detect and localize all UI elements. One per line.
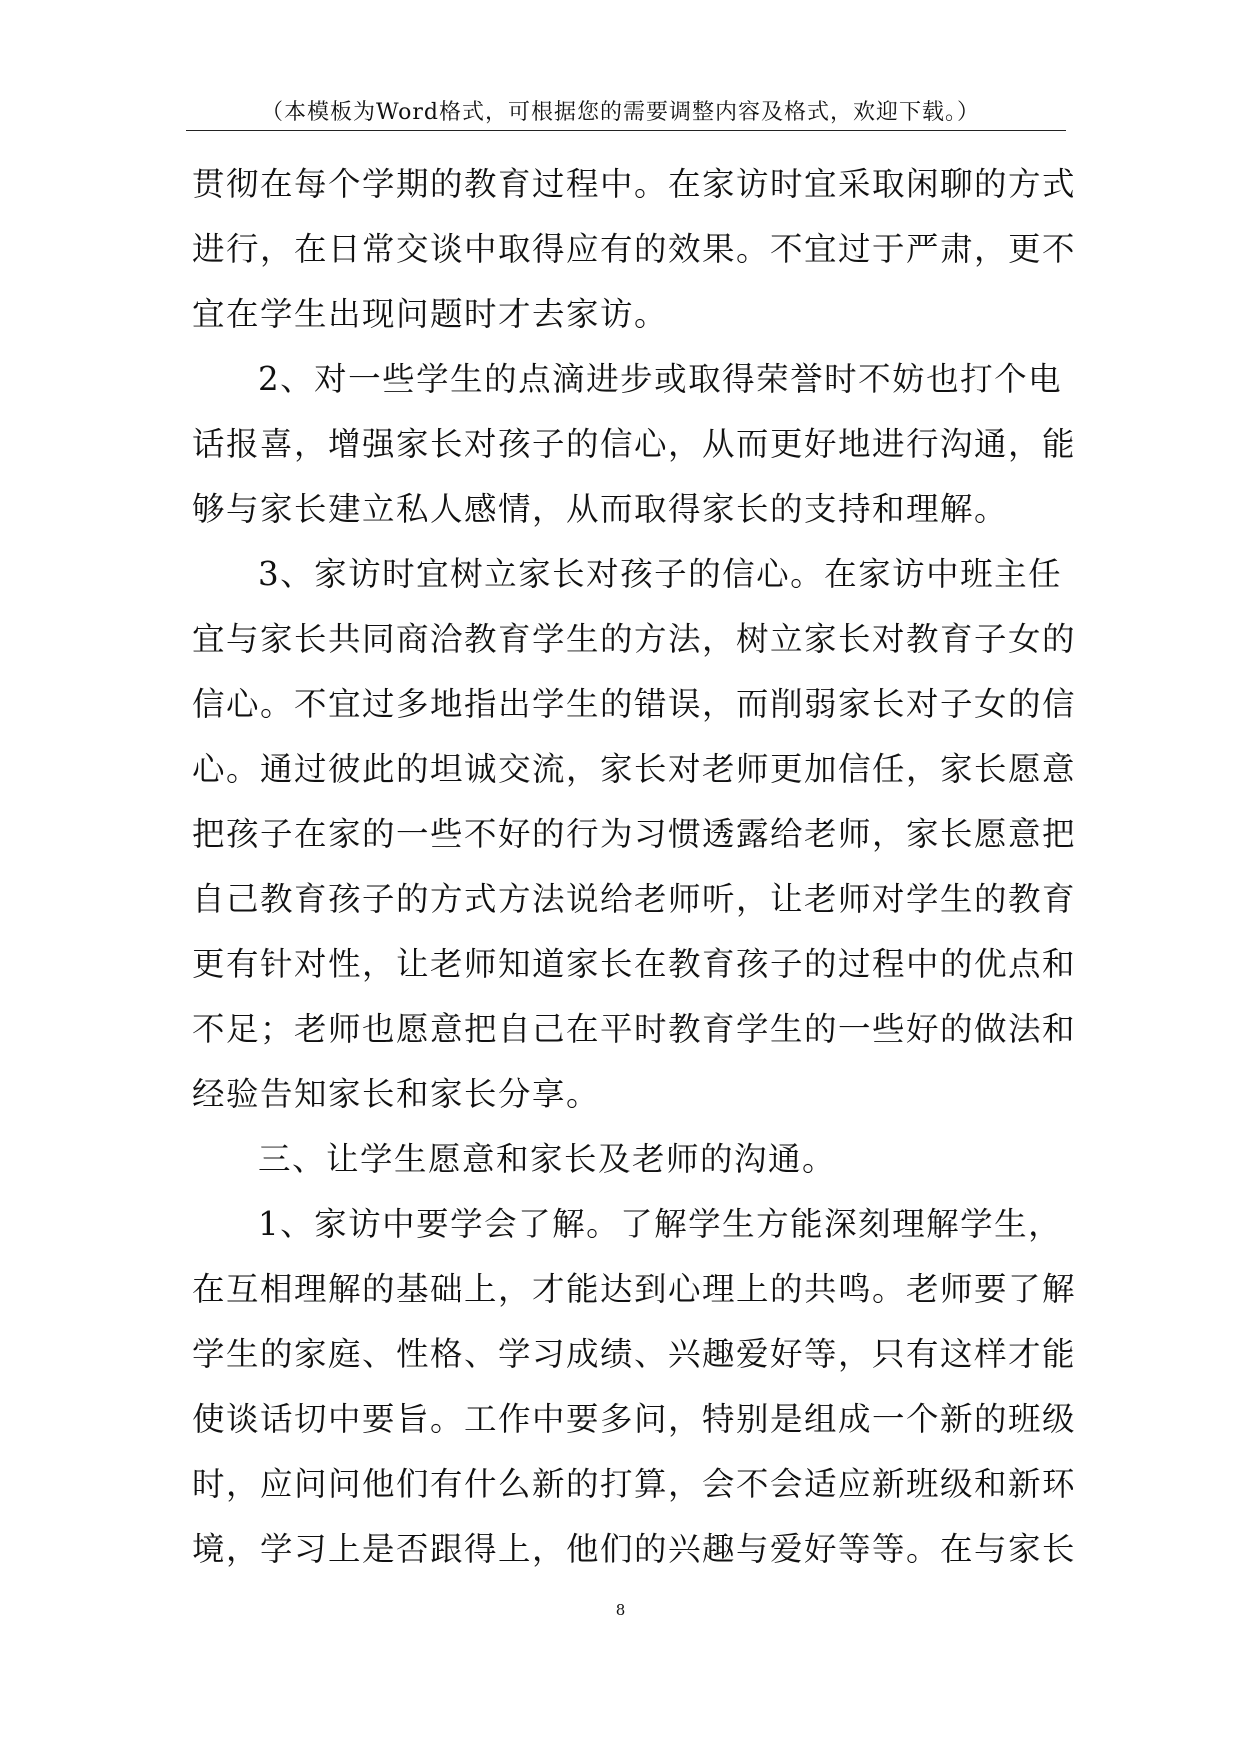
body-line: 时，应问问他们有什么新的打算，会不会适应新班级和新环 (192, 1465, 1077, 1503)
template-note-header: （本模板为Word格式，可根据您的需要调整内容及格式，欢迎下载。） (261, 100, 980, 125)
body-line: 自己教育孩子的方式方法说给老师听，让老师对学生的教育 (192, 880, 1077, 918)
body-line: 不足；老师也愿意把自己在平时教育学生的一些好的做法和 (192, 1010, 1077, 1048)
body-line: 进行，在日常交谈中取得应有的效果。不宜过于严肃，更不 (192, 230, 1077, 268)
body-line-paragraph-start: 1、家访中要学会了解。了解学生方能深刻理解学生， (258, 1205, 1063, 1243)
body-line: 宜与家长共同商洽教育学生的方法，树立家长对教育子女的 (192, 620, 1077, 658)
body-line: 心。通过彼此的坦诚交流，家长对老师更加信任，家长愿意 (192, 750, 1077, 788)
document-body (192, 152, 1077, 1582)
body-line: 把孩子在家的一些不好的行为习惯透露给老师，家长愿意把 (192, 815, 1077, 853)
page-number: 8 (615, 1601, 626, 1619)
body-line: 话报喜，增强家长对孩子的信心，从而更好地进行沟通，能 (192, 425, 1077, 463)
body-line: 贯彻在每个学期的教育过程中。在家访时宜采取闲聊的方式 (192, 165, 1077, 203)
body-line: 使谈话切中要旨。工作中要多问，特别是组成一个新的班级 (192, 1400, 1077, 1438)
body-line: 境，学习上是否跟得上，他们的兴趣与爱好等等。在与家长 (192, 1530, 1077, 1568)
body-line: 学生的家庭、性格、学习成绩、兴趣爱好等，只有这样才能 (192, 1335, 1077, 1373)
header-divider (186, 130, 1066, 131)
body-line: 更有针对性，让老师知道家长在教育孩子的过程中的优点和 (192, 945, 1077, 983)
body-line: 在互相理解的基础上，才能达到心理上的共鸣。老师要了解 (192, 1270, 1077, 1308)
body-line: 信心。不宜过多地指出学生的错误，而削弱家长对子女的信 (192, 685, 1077, 723)
body-line-paragraph-start: 3、家访时宜树立家长对孩子的信心。在家访中班主任 (258, 555, 1063, 593)
body-line: 宜在学生出现问题时才去家访。 (192, 295, 669, 333)
section-heading: 三、让学生愿意和家长及老师的沟通。 (258, 1140, 837, 1178)
body-line-paragraph-start: 2、对一些学生的点滴进步或取得荣誉时不妨也打个电 (258, 360, 1063, 398)
body-line: 够与家长建立私人感情，从而取得家长的支持和理解。 (192, 490, 1009, 528)
body-line: 经验告知家长和家长分享。 (192, 1075, 601, 1113)
